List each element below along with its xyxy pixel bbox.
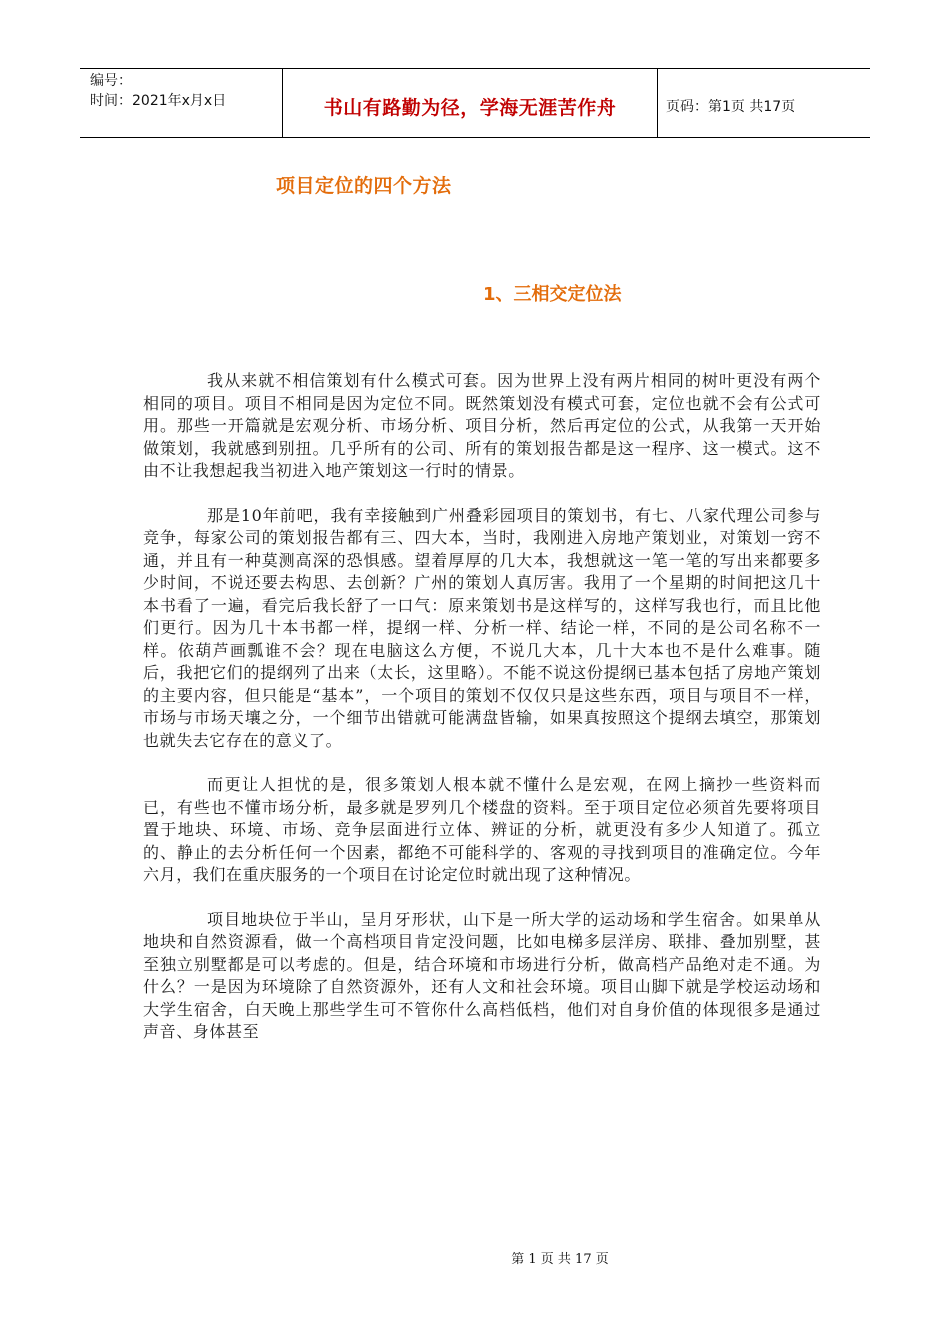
paragraph: 那是10年前吧，我有幸接触到广州叠彩园项目的策划书，有七、八家代理公司参与竞争，每家公司的策划报告都有三、四大本，当时，我刚进入房地产策划业，对策划一窍不通，并且有一种莫测高深的恐惧感。望着厚厚的几大本，我想就这一笔一笔的写出来都要多少时间，不说还要去构思、去创新？广州的策划人真厉害。我用了一个星期的时间把这几十本书看了一遍，看完后我长舒了一口气：原来策划书是这样写的，这样写我也行，而且比他们更行。因为几十本书都一样，提纲一样、分析一样、结论一样，不同的是公司名称不一样。依葫芦画瓢谁不会？现在电脑这么方便，不说几大本，几十大本也不是什么难事。随后，我把它们的提纲列了出来（太长，这里略）。不能不说这份提纲已基本包括了房地产策划的主要内容，但只能是“基本”，一个项目的策划不仅仅只是这些东西，项目与项目不一样，市场与市场天壤之分，一个细节出错就可能满盘皆输，如果真按照这个提纲去填空，那策划也就失去它存在的意义了。 xyxy=(143,505,821,750)
header-meta xyxy=(80,69,283,137)
header-page-cell xyxy=(658,69,870,137)
header-page-info: 页码：第1页 共17页 xyxy=(666,99,796,115)
header-slogan-cell xyxy=(283,69,658,137)
section-heading: 1、三相交定位法 xyxy=(483,284,622,305)
document-title: 项目定位的四个方法 xyxy=(276,175,452,197)
paragraph: 而更让人担忧的是，很多策划人根本就不懂什么是宏观，在网上摘抄一些资料而已，有些也不懂市场分析，最多就是罗列几个楼盘的资料。至于项目定位必须首先要将项目置于地块、环境、市场、竞争层面进行立体、辨证的分析，就更没有多少人知道了。孤立的、静止的去分析任何一个因素，都绝不可能科学的、客观的寻找到项目的准确定位。今年六月，我们在重庆服务的一个项目在讨论定位时就出现了这种情况。 xyxy=(143,775,821,884)
document-date-label: 时间：2021年x月x日 xyxy=(90,93,227,109)
document-header xyxy=(80,68,870,138)
document-number-label: 编号： xyxy=(90,73,132,89)
paragraph: 项目地块位于半山，呈月牙形状，山下是一所大学的运动场和学生宿舍。如果单从地块和自然资源看，做一个高档项目肯定没问题，比如电梯多层洋房、联排、叠加别墅，甚至独立别墅都是可以考虑的。但是，结合环境和市场进行分析，做高档产品绝对走不通。为什么？一是因为环境除了自然资源外，还有人文和社会环境。项目山脚下就是学校运动场和大学生宿舍，白天晚上那些学生可不管你什么高档低档，他们对自身价值的体现很多是通过声音、身体甚至 xyxy=(143,909,821,1041)
page-footer: 第 1 页 共 17 页 xyxy=(511,1252,609,1267)
paragraph: 我从来就不相信策划有什么模式可套。因为世界上没有两片相同的树叶更没有两个相同的项目。项目不相同是因为定位不同。既然策划没有模式可套，定位也就不会有公式可用。那些一开篇就是宏观分析、市场分析、项目分析，然后再定位的公式，从我第一天开始做策划，我就感到别扭。几乎所有的公司、所有的策划报告都是这一程序、这一模式。这不由不让我想起我当初进入地产策划这一行时的情景。 xyxy=(143,371,821,480)
body-text xyxy=(143,370,821,1066)
header-slogan: 书山有路勤为径，学海无涯苦作舟 xyxy=(323,96,617,119)
